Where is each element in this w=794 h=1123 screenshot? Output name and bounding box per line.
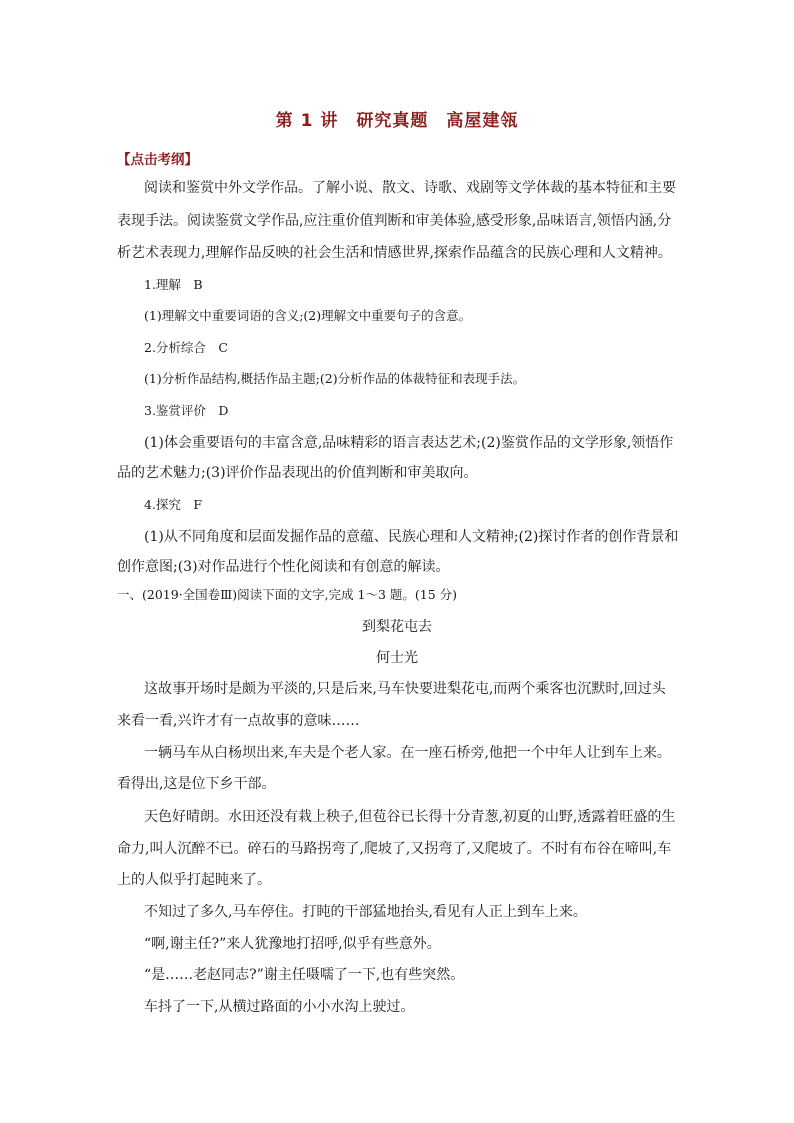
intro-line: 析艺术表现力,理解作品反映的社会生活和情感世界,探索作品蕴含的民族心理和人文精神。 (117, 245, 672, 261)
story-line: 来看一看,兴许才有一点故事的意味…… (117, 713, 360, 729)
level-3-heading: 3.鉴赏评价 D (144, 403, 229, 418)
level-3-body: (1)体会重要语句的丰富含意,品味精彩的语言表达艺术;(2)鉴赏作品的文学形象,领悟作 (144, 435, 674, 451)
story-line: 不知过了多久,马车停住。打盹的干部猛地抬头,看见有人正上到车上来。 (144, 904, 587, 920)
story-line: 命力,叫人沉醉不已。碎石的马路拐弯了,爬坡了,又拐弯了,又爬坡了。不时有布谷在啼叫,车 (117, 841, 672, 857)
level-3-body: 品的艺术魅力;(3)评价作品表现出的价值判断和审美取向。 (117, 465, 478, 481)
story-line: “啊,谢主任?”来人犹豫地打招呼,似乎有些意外。 (144, 936, 441, 952)
story-line: 这故事开场时是颇为平淡的,只是后来,马车快要进梨花屯,而两个乘客也沉默时,回过头 (144, 681, 666, 697)
story-line: 天色好晴朗。水田还没有栽上秧子,但苞谷已长得十分青葱,初夏的山野,透露着旺盛的生 (144, 809, 676, 825)
story-line: 上的人似乎打起盹来了。 (117, 872, 271, 888)
story-title: 到梨花屯去 (362, 619, 432, 635)
lesson-title: 第 1 讲 研究真题 高屋建瓴 (275, 111, 519, 131)
section-tag: 【点击考纲】 (117, 152, 198, 168)
story-line: 车抖了一下,从横过路面的小小水沟上驶过。 (144, 999, 415, 1015)
story-line: “是……老赵同志?”谢主任嗫嚅了一下,也有些突然。 (144, 967, 465, 983)
level-4-body: (1)从不同角度和层面发掘作品的意蕴、民族心理和人文精神;(2)探讨作者的创作背景和 (144, 529, 679, 545)
story-line: 一辆马车从白杨坝出来,车夫是个老人家。在一座石桥旁,他把一个中年人让到车上来。 (144, 745, 671, 761)
intro-line: 阅读和鉴赏中外文学作品。了解小说、散文、诗歌、戏剧等文学体裁的基本特征和主要 (144, 180, 676, 196)
level-2-heading: 2.分析综合 C (144, 340, 228, 355)
story-line: 看得出,这是位下乡干部。 (117, 776, 276, 792)
question-intro: 一、(2019·全国卷Ⅲ)阅读下面的文字,完成 1～3 题。(15 分) (117, 587, 458, 602)
level-1-body: (1)理解文中重要词语的含义;(2)理解文中重要句子的含意。 (144, 308, 472, 323)
level-4-body: 创作意图;(3)对作品进行个性化阅读和有创意的解读。 (117, 559, 450, 575)
level-1-heading: 1.理解 B (144, 277, 203, 292)
story-author: 何士光 (376, 650, 418, 666)
level-2-body: (1)分析作品结构,概括作品主题;(2)分析作品的体裁特征和表现手法。 (144, 371, 526, 386)
intro-line: 表现手法。阅读鉴赏文学作品,应注重价值判断和审美体验,感受形象,品味语言,领悟内涵,分 (117, 213, 672, 229)
level-4-heading: 4.探究 F (144, 497, 203, 512)
